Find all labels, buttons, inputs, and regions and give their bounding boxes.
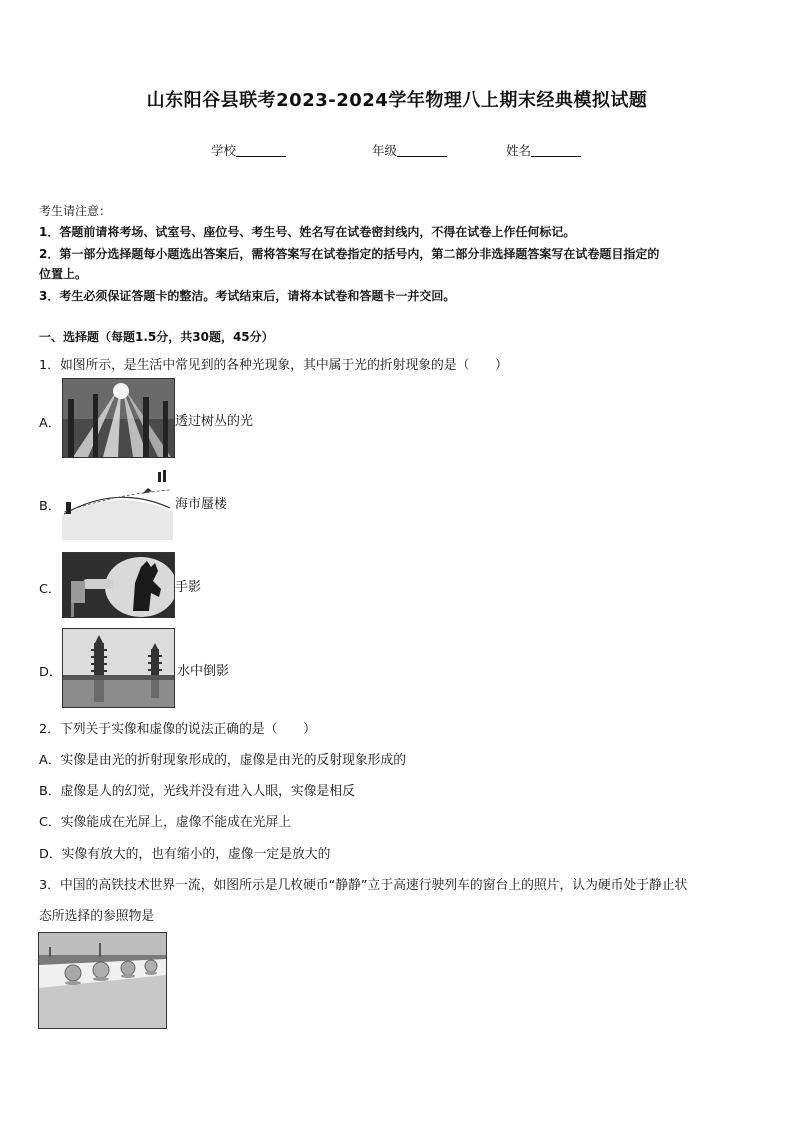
notice-item-2-cont: 位置上。 [39, 267, 88, 281]
grade-label: 年级 [372, 143, 398, 158]
q1-option-c-caption: 手影 [175, 580, 202, 595]
q1-option-c-label: C． [39, 582, 61, 597]
pagoda-reflection-image [62, 628, 175, 708]
q2-option-a: A．实像是由光的折射现象形成的，虚像是由光的反射现象形成的 [39, 753, 407, 768]
trees-light-image [62, 378, 175, 458]
school-label: 学校 [211, 143, 237, 158]
q2-option-b: B．虚像是人的幻觉，光线并没有进入人眼，实像是相反 [39, 784, 355, 799]
coins-on-windowsill-image [38, 932, 167, 1029]
q1-option-b-label: B． [39, 499, 61, 514]
school-blank [236, 144, 286, 157]
hand-shadow-image [62, 552, 175, 618]
page-title: 山东阳谷县联考2023-2024学年物理八上期末经典模拟试题 [146, 90, 648, 111]
q1-option-b-caption: 海市蜃楼 [175, 497, 228, 512]
section-heading: 一、选择题（每题1.5分，共30题，45分） [39, 330, 274, 344]
grade-field [372, 141, 447, 159]
q1-option-d-label: D． [39, 665, 62, 680]
notice-item-3: 3．考生必须保证答题卡的整洁。考试结束后，请将本试卷和答题卡一并交回。 [39, 289, 456, 303]
q2-option-d: D．实像有放大的，也有缩小的，虚像一定是放大的 [39, 847, 331, 862]
q1-option-a-caption: 透过树丛的光 [175, 414, 254, 429]
q1-option-a-label: A． [39, 416, 61, 431]
q3-stem-line2: 态所选择的参照物是 [39, 909, 155, 924]
name-label: 姓名 [506, 143, 532, 158]
q1-option-d-caption: 水中倒影 [177, 664, 230, 679]
q3-stem-line1: 3．中国的高铁技术世界一流，如图所示是几枚硬币“静静”立于高速行驶列车的窗台上的照片，认为硬币处于静止状 [39, 878, 688, 893]
notice-heading: 考生请注意： [39, 204, 112, 218]
name-field [506, 141, 581, 159]
mirage-image [62, 464, 173, 540]
q1-stem: 1．如图所示，是生活中常见到的各种光现象，其中属于光的折射现象的是（ ） [39, 358, 508, 373]
name-blank [531, 144, 581, 157]
q2-stem: 2．下列关于实像和虚像的说法正确的是（ ） [39, 722, 316, 737]
q2-option-c: C．实像能成在光屏上，虚像不能成在光屏上 [39, 815, 292, 830]
school-field [211, 141, 286, 159]
notice-item-1: 1．答题前请将考场、试室号、座位号、考生号、姓名写在试卷密封线内，不得在试卷上作任何标记。 [39, 225, 576, 239]
grade-blank [397, 144, 447, 157]
notice-item-2: 2．第一部分选择题每小题选出答案后，需将答案写在试卷指定的括号内，第二部分非选择题答案写在试卷题目指定的 [39, 247, 660, 261]
